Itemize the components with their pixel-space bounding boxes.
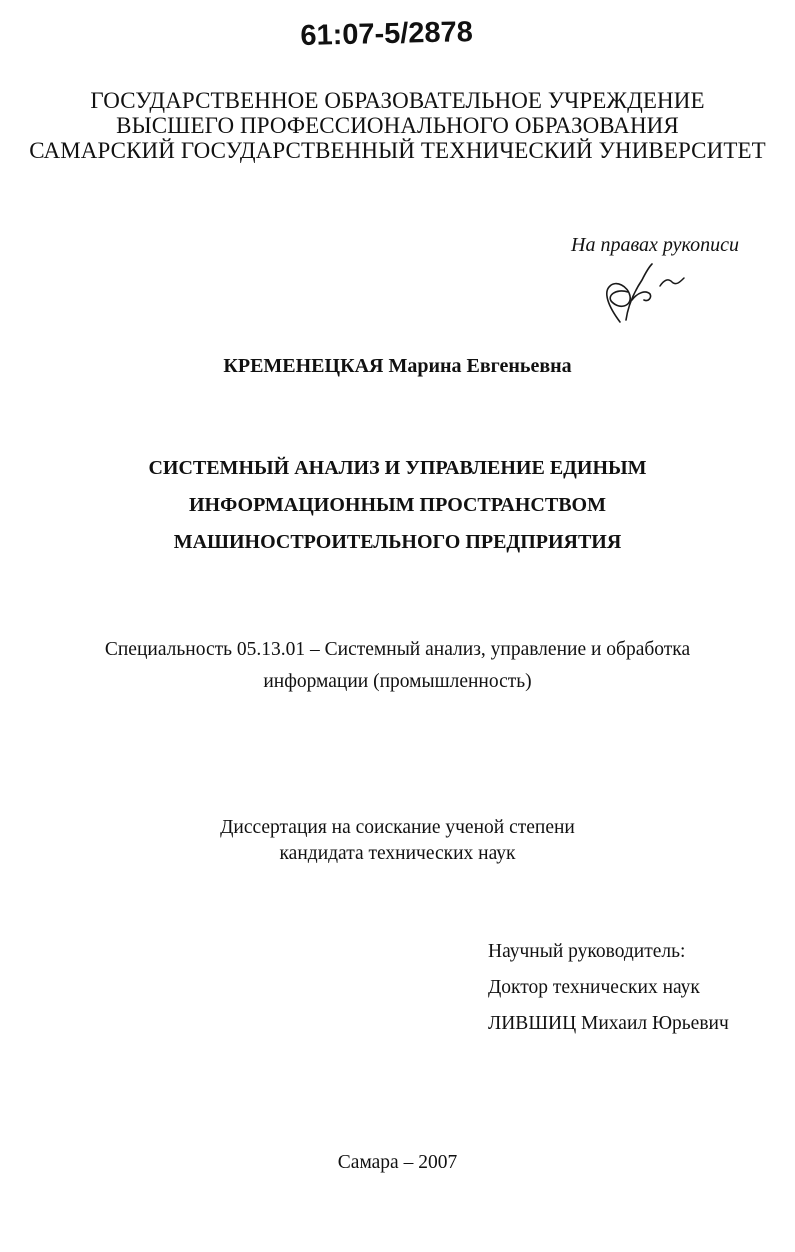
specialty-line-2: информации (промышленность): [263, 671, 532, 692]
degree-statement: [0, 815, 795, 867]
catalog-number: 61:07-5/2878: [300, 16, 474, 52]
signature-icon: [598, 262, 688, 328]
supervisor-block: [488, 934, 729, 1042]
author-given-names: Марина Евгеньевна: [388, 355, 572, 377]
title-line-3: МАШИНОСТРОИТЕЛЬНОГО ПРЕДПРИЯТИЯ: [173, 531, 622, 553]
supervisor-label: Научный руководитель:: [488, 941, 686, 962]
dissertation-title: [0, 450, 795, 561]
supervisor-degree: Доктор технических наук: [488, 977, 700, 998]
city-year: Самара – 2007: [337, 1152, 458, 1173]
institution-line-1: ГОСУДАРСТВЕННОЕ ОБРАЗОВАТЕЛЬНОЕ УЧРЕЖДЕНИЕ: [90, 88, 705, 113]
manuscript-note: На правах рукописи: [571, 234, 739, 256]
supervisor-surname: ЛИВШИЦ: [488, 1013, 577, 1034]
supervisor-given-names: Михаил Юрьевич: [581, 1013, 729, 1034]
title-line-2: ИНФОРМАЦИОННЫМ ПРОСТРАНСТВОМ: [188, 494, 606, 516]
degree-line-2: кандидата технических наук: [279, 843, 516, 864]
title-line-1: СИСТЕМНЫЙ АНАЛИЗ И УПРАВЛЕНИЕ ЕДИНЫМ: [148, 457, 647, 479]
specialty: [0, 634, 795, 698]
author-surname: КРЕМЕНЕЦКАЯ: [223, 355, 384, 377]
institution-name: [0, 88, 795, 163]
degree-line-1: Диссертация на соискание ученой степени: [220, 817, 575, 838]
institution-line-3: САМАРСКИЙ ГОСУДАРСТВЕННЫЙ ТЕХНИЧЕСКИЙ УНИВЕРСИТЕТ: [29, 138, 766, 163]
institution-line-2: ВЫСШЕГО ПРОФЕССИОНАЛЬНОГО ОБРАЗОВАНИЯ: [116, 113, 679, 138]
supervisor-name: [488, 1006, 729, 1042]
specialty-line-1: Специальность 05.13.01 – Системный анализ, управление и обработка: [104, 639, 691, 660]
author-name: [0, 355, 795, 378]
